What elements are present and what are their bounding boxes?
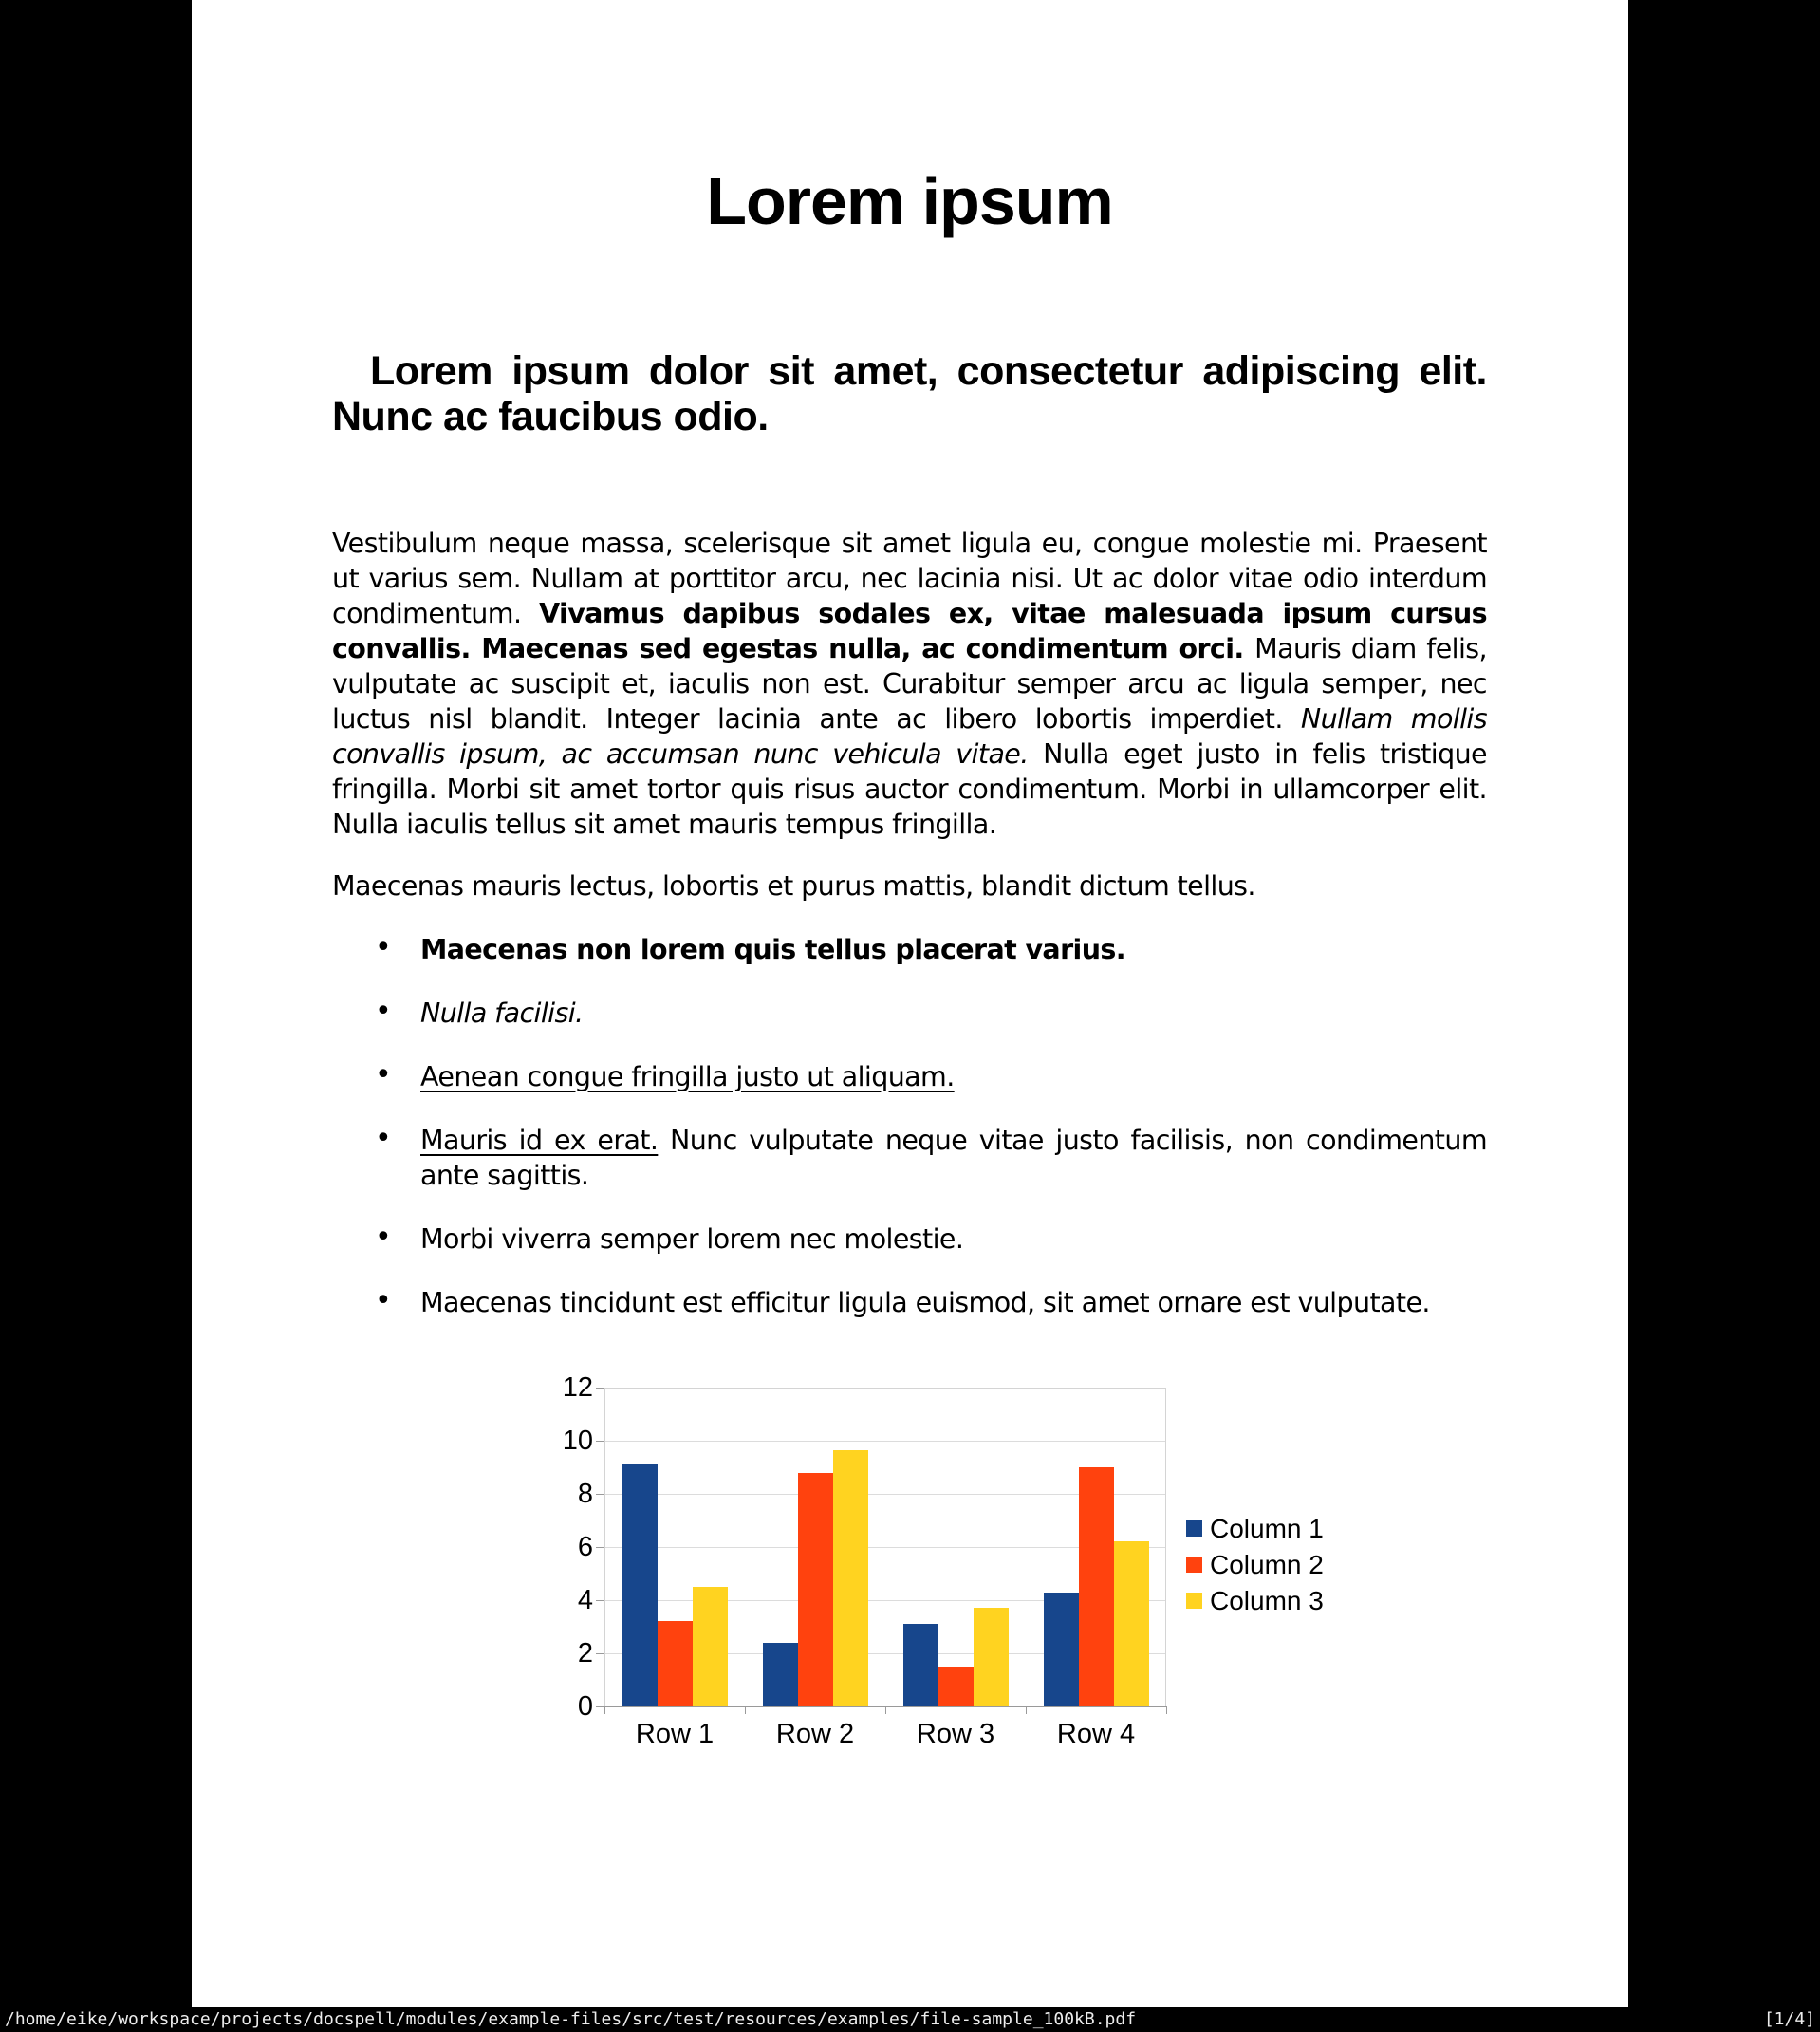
text-run-normal: Mauris diam felis, vulputate ac suscipit et, iaculis non est. Curabitur semper arcu ac ligula semper, nec luctus nisl blandit. Integer lacinia ante ac libero lobortis imperdiet. [332,633,1487,735]
pdf-page[interactable] [192,0,1628,2007]
chart-gridline [604,1547,1166,1548]
list-item [420,1285,1487,1320]
y-axis-tick [596,1494,604,1495]
y-axis-label: 8 [577,1479,593,1509]
paragraph-1 [332,526,1487,842]
text-run-underline: Mauris id ex erat. [420,1125,659,1156]
x-axis-tick [745,1706,746,1714]
x-axis-tick [1026,1706,1027,1714]
y-axis-label: 6 [577,1532,593,1562]
document-subtitle: Lorem ipsum dolor sit amet, consectetur adipiscing elit. Nunc ac faucibus odio. [332,348,1487,439]
x-axis-tick [604,1706,605,1714]
bar-row3-series3 [974,1608,1009,1706]
list-item [420,996,1487,1031]
legend-swatch [1186,1520,1202,1537]
legend-swatch [1186,1557,1202,1573]
statusbar-file-path: /home/eike/workspace/projects/docspell/modules/example-files/src/test/resources/examples/file-sample_100kB.pdf [5,2009,1137,2029]
x-axis-label: Row 1 [635,1719,715,1749]
bullet-list [420,932,1487,1349]
text-run-normal: Nulla eget justo in felis tristique fringilla. Morbi sit amet tortor quis risus auctor condimentum. Morbi in ullamcorper elit. Nulla iaculis tellus sit amet mauris tempus fringilla. [332,738,1487,840]
text-run-underline: Aenean congue fringilla justo ut aliquam. [420,1061,955,1092]
y-axis-tick [596,1547,604,1548]
bar-row1-series1 [622,1464,658,1706]
x-axis-tick [1166,1706,1167,1714]
y-axis-label: 0 [577,1691,593,1722]
chart-gridline [604,1388,1166,1389]
y-axis-tick [596,1706,604,1707]
paragraph-2: Maecenas mauris lectus, lobortis et purus mattis, blandit dictum tellus. [332,870,1255,902]
list-item [420,1221,1487,1257]
text-run-italic: Nullam mollis convallis ipsum, ac accumsan nunc vehicula vitae. [332,703,1487,770]
chart-gridline [604,1441,1166,1442]
list-item [420,1059,1487,1094]
document-title: Lorem ipsum [706,164,1113,238]
legend-swatch [1186,1593,1202,1609]
text-run-normal: Nunc vulputate neque vitae justo facilisis, non condimentum ante sagittis. [420,1125,1487,1191]
x-axis-label: Row 4 [1056,1719,1136,1749]
y-axis-tick [596,1441,604,1442]
bar-row2-series3 [833,1450,868,1706]
y-axis-tick [596,1600,604,1601]
bar-row2-series2 [798,1473,833,1706]
bar-row4-series1 [1044,1593,1079,1706]
y-axis-label: 4 [577,1585,593,1615]
text-run-normal: Maecenas tincidunt est efficitur ligula euismod, sit amet ornare est vulputate. [420,1287,1430,1318]
list-item [420,1123,1487,1193]
y-axis-label: 10 [562,1426,593,1456]
bar-row3-series2 [938,1667,974,1706]
chart-gridline [604,1494,1166,1495]
bar-row2-series1 [763,1643,798,1706]
bar-row4-series2 [1079,1467,1114,1706]
chart-plot-area [604,1388,1166,1706]
legend-label: Column 3 [1210,1586,1324,1615]
bar-row1-series2 [658,1621,693,1706]
list-item [420,932,1487,967]
text-run-normal: Morbi viverra semper lorem nec molestie. [420,1223,964,1255]
x-axis-label: Row 2 [775,1719,855,1749]
text-run-normal: Vestibulum neque massa, scelerisque sit amet ligula eu, congue molestie mi. Praesent ut varius sem. Nullam at porttitor arcu, nec lacinia nisi. Ut ac dolor vitae odio interdum condimentum. [332,528,1487,629]
statusbar [0,2007,1820,2032]
y-axis-label: 12 [562,1372,593,1403]
bar-row1-series3 [693,1587,728,1706]
y-axis-tick [596,1653,604,1654]
statusbar-page-indicator: [1/4] [1763,2009,1815,2029]
x-axis-line [604,1706,1166,1707]
bar-row3-series1 [903,1624,938,1706]
legend-label: Column 1 [1210,1514,1324,1543]
text-run-italic: Nulla facilisi. [420,997,584,1029]
text-run-bold: Vivamus dapibus sodales ex, vitae malesuada ipsum cursus convallis. Maecenas sed egestas nulla, ac condimentum orci. [332,598,1487,664]
bar-row4-series3 [1114,1541,1149,1706]
x-axis-tick [885,1706,886,1714]
legend-label: Column 2 [1210,1550,1324,1579]
x-axis-label: Row 3 [916,1719,995,1749]
chart-gridline [604,1600,1166,1601]
y-axis-label: 2 [577,1638,593,1668]
chart-gridline [604,1653,1166,1654]
y-axis-tick [596,1388,604,1389]
text-run-bold: Maecenas non lorem quis tellus placerat varius. [420,934,1125,965]
